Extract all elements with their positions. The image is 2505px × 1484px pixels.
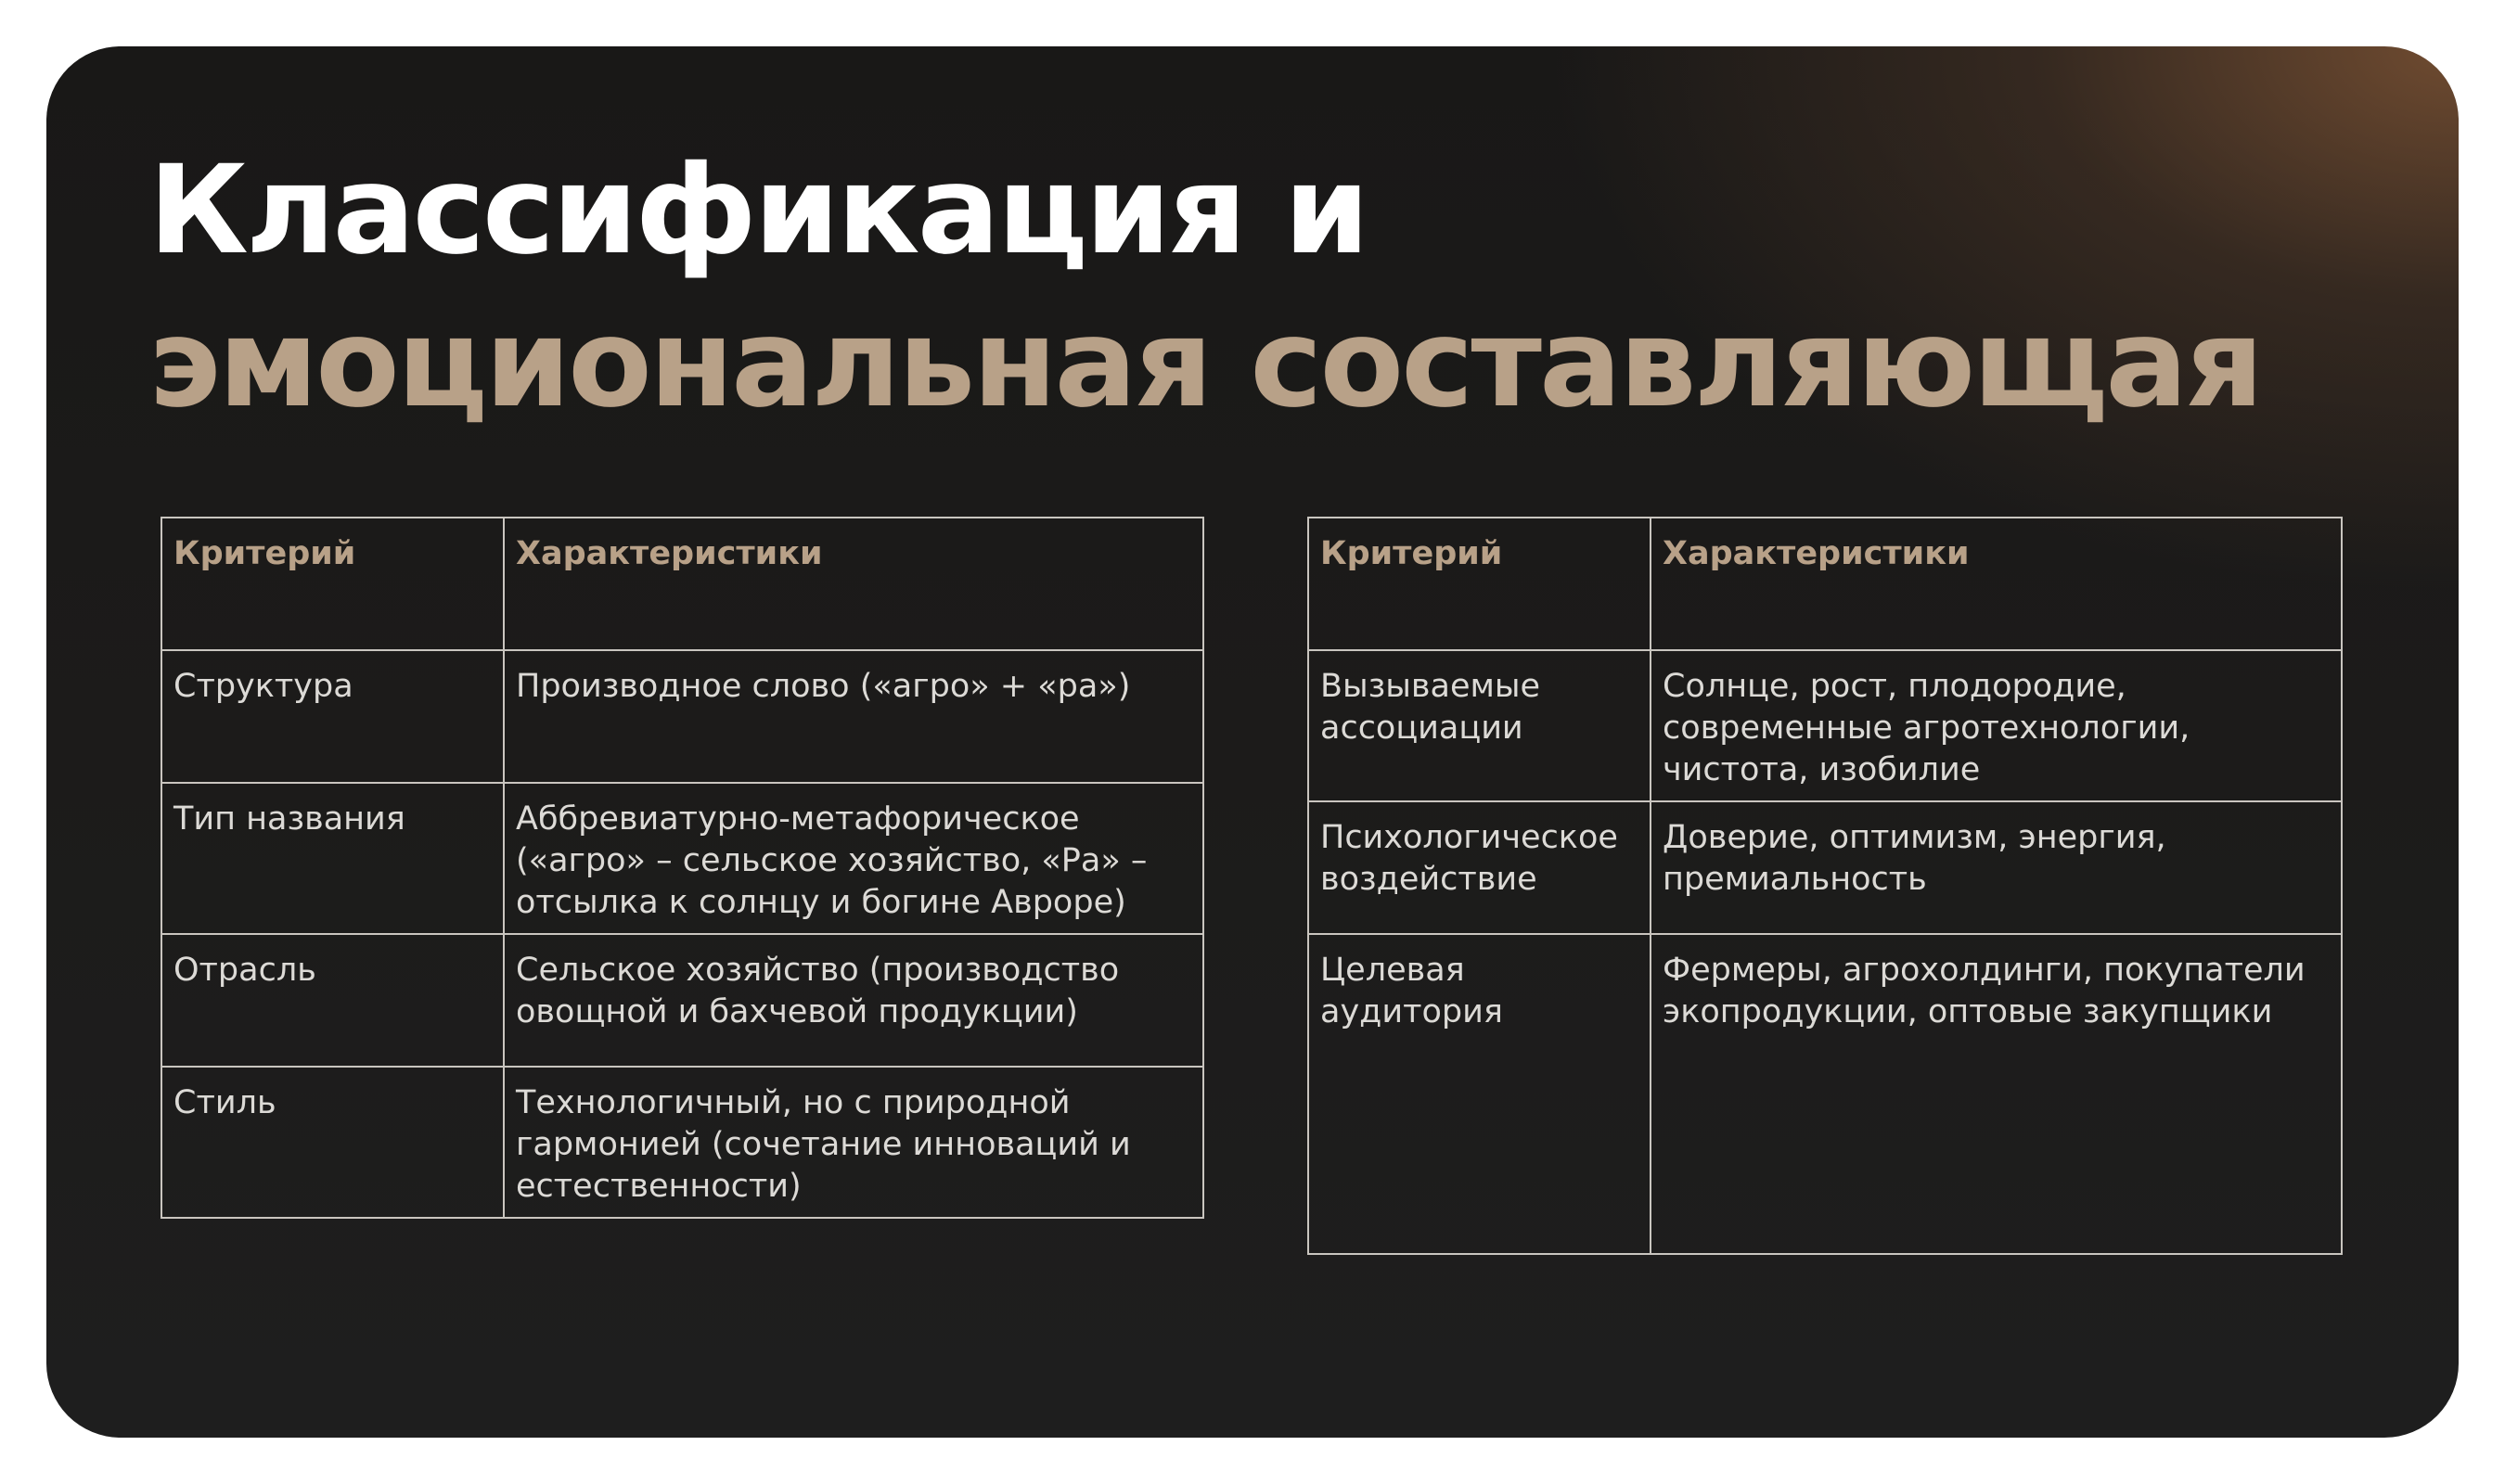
characteristics-cell: Производное слово («агро» + «ра»): [504, 650, 1203, 783]
criterion-cell: Стиль: [161, 1067, 504, 1218]
characteristics-cell: Солнце, рост, плодородие, современные агротехнологии, чистота, изобилие: [1651, 650, 2342, 801]
column-header-characteristics: Характеристики: [1651, 518, 2342, 650]
emotional-component-table: [1307, 517, 2343, 1255]
table-row: [161, 650, 1203, 783]
characteristics-cell: Аббревиатурно-метафорическое («агро» – сельское хозяйство, «Ра» – отсылка к солнцу и богине Авроре): [504, 783, 1203, 934]
table-row: [161, 1067, 1203, 1218]
criterion-cell: Вызываемые ассоциации: [1308, 650, 1651, 801]
classification-table: [161, 517, 1204, 1219]
characteristics-cell: Доверие, оптимизм, энергия, премиальность: [1651, 801, 2342, 934]
table-row: [161, 934, 1203, 1067]
criterion-cell: Тип названия: [161, 783, 504, 934]
column-header-characteristics: Характеристики: [504, 518, 1203, 650]
slide-title: [148, 134, 2261, 441]
table-header-row: [161, 518, 1203, 650]
column-header-criterion: Критерий: [161, 518, 504, 650]
table-header-row: [1308, 518, 2342, 650]
criterion-cell: Психологическое воздействие: [1308, 801, 1651, 934]
criterion-cell: Целевая аудитория: [1308, 934, 1651, 1254]
slide-title-line-2: эмоциональная составляющая: [148, 292, 2262, 435]
slide-card: [46, 46, 2459, 1438]
table-row: [1308, 934, 2342, 1254]
criterion-cell: Отрасль: [161, 934, 504, 1067]
characteristics-cell: Сельское хозяйство (производство овощной и бахчевой продукции): [504, 934, 1203, 1067]
characteristics-cell: Фермеры, агрохолдинги, покупатели экопродукции, оптовые закупщики: [1651, 934, 2342, 1254]
characteristics-cell: Технологичный, но с природной гармонией (сочетание инноваций и естественности): [504, 1067, 1203, 1218]
table-row: [1308, 801, 2342, 934]
criterion-cell: Структура: [161, 650, 504, 783]
table-row: [161, 783, 1203, 934]
column-header-criterion: Критерий: [1308, 518, 1651, 650]
table-row: [1308, 650, 2342, 801]
slide-title-line-1: Классификация и: [148, 139, 1368, 282]
